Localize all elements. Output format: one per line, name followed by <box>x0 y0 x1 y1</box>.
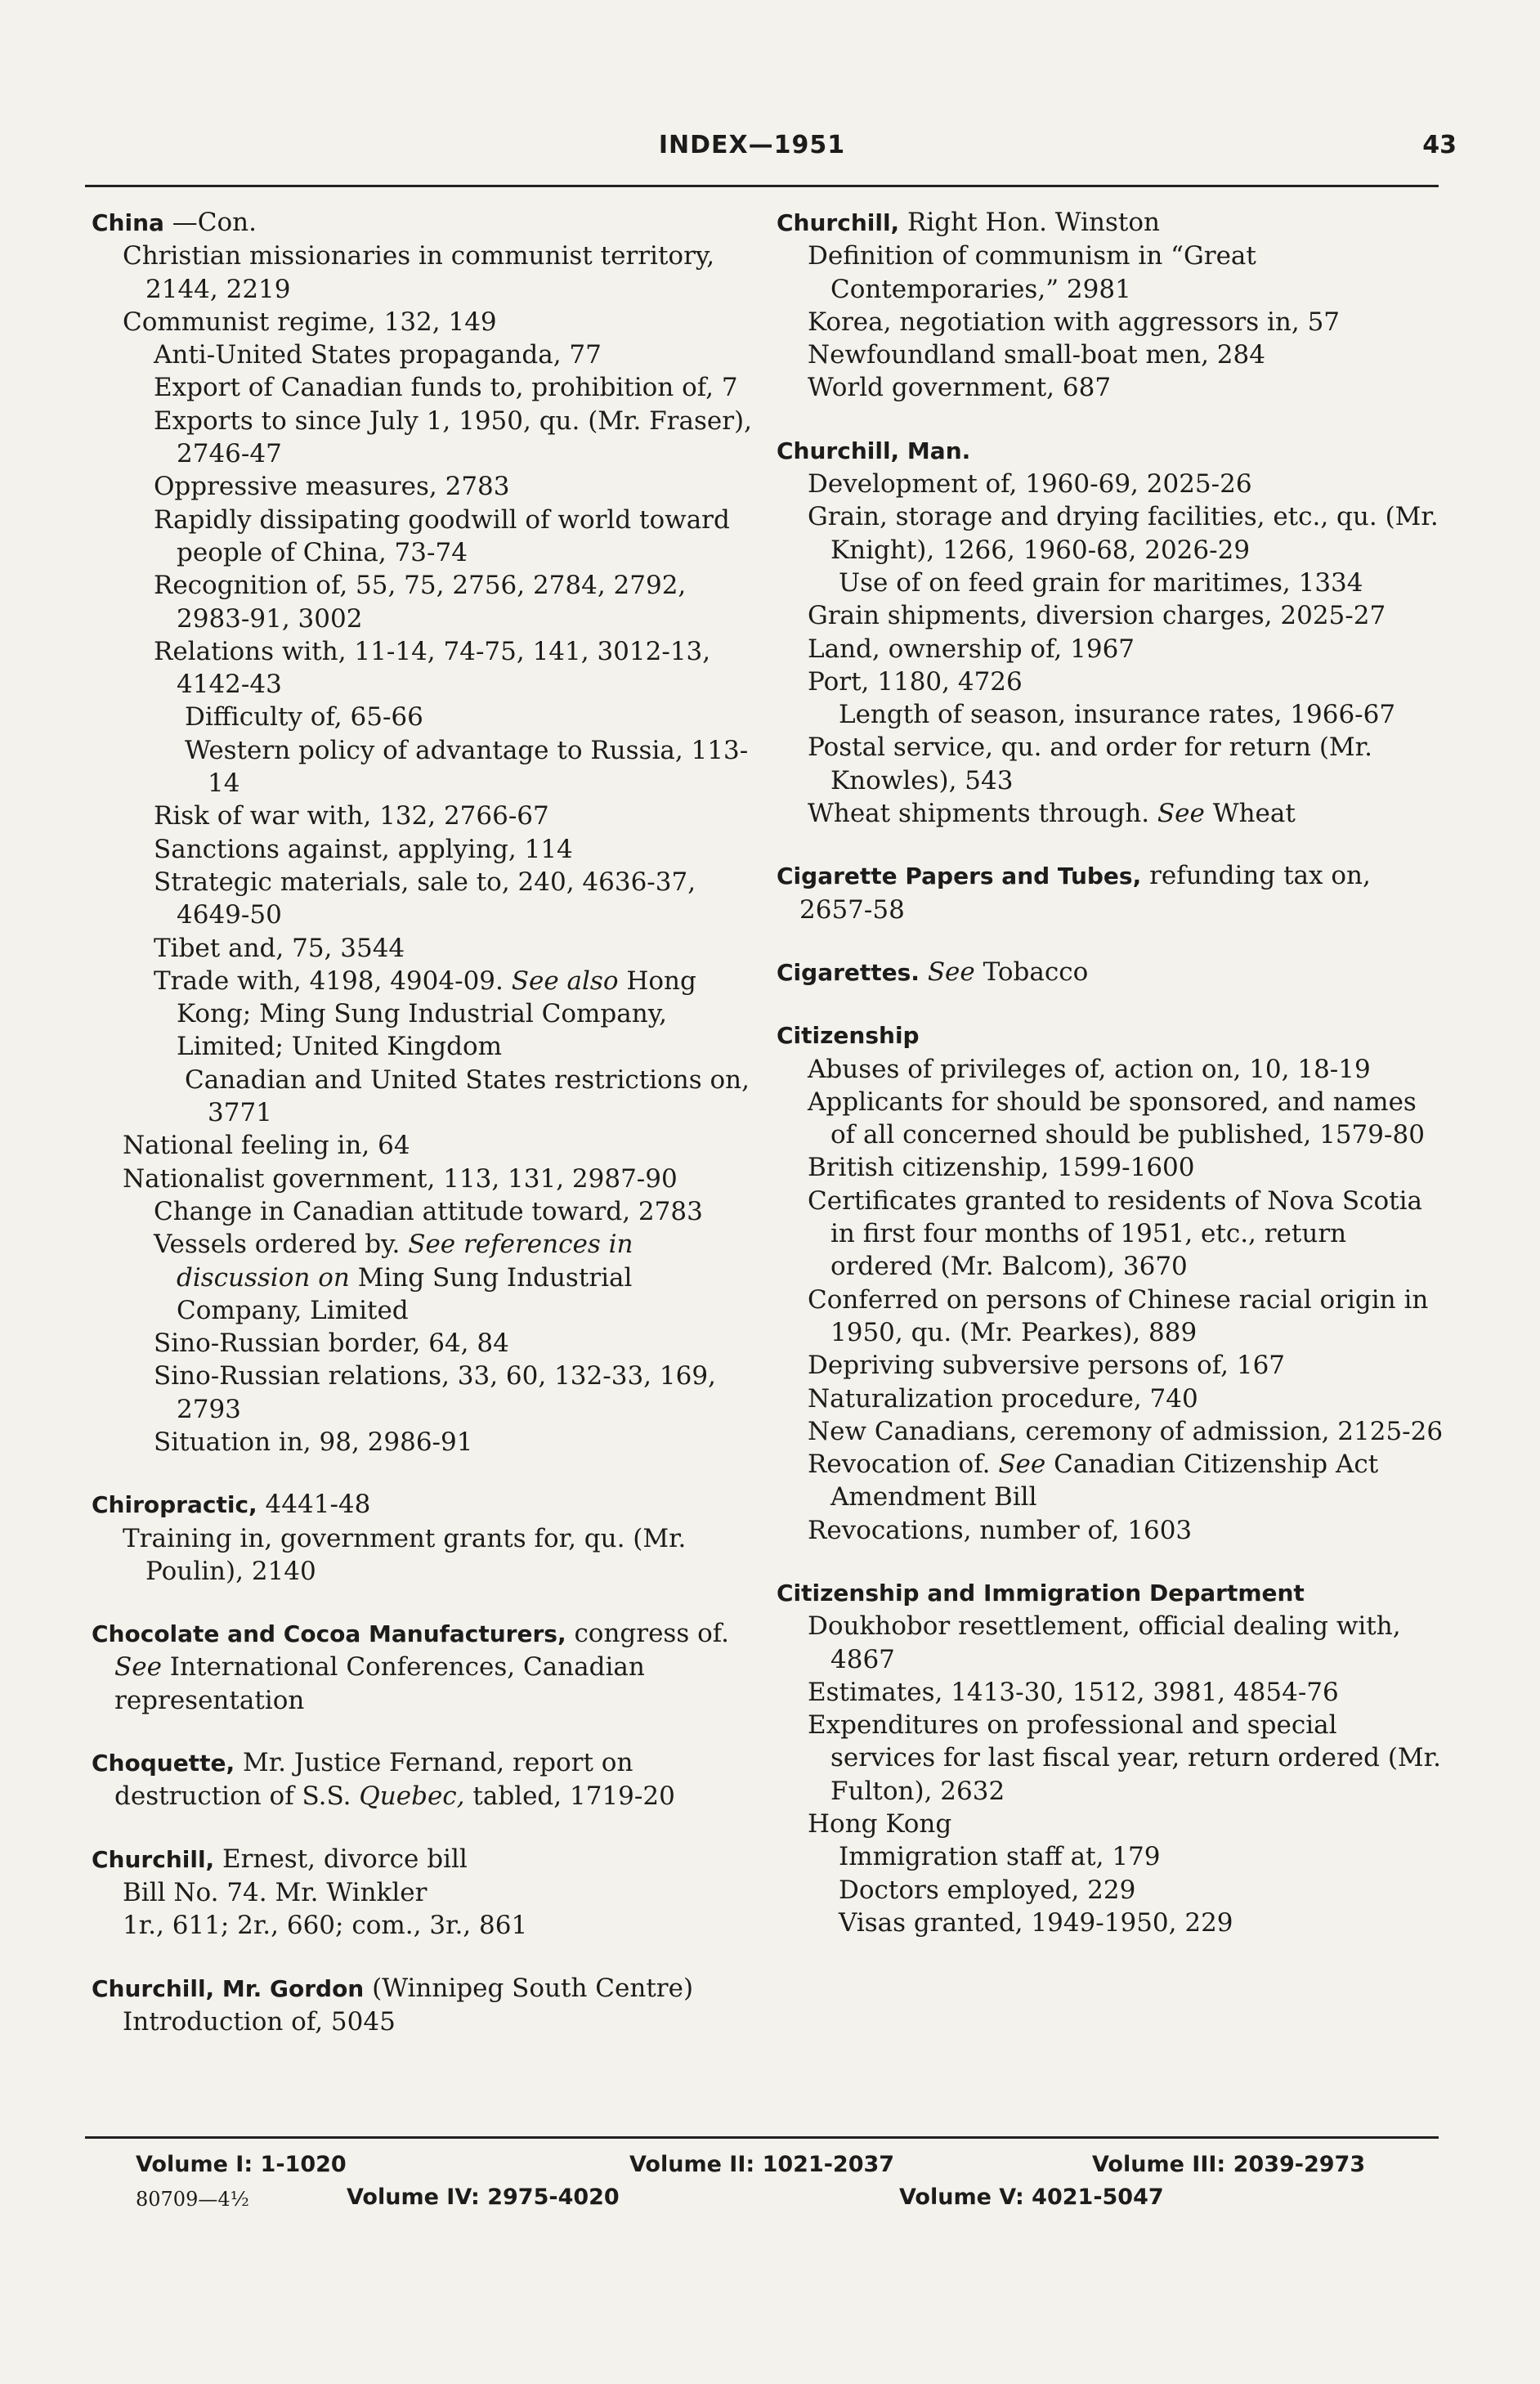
entry-text: New Canadians, ceremony of admission, 2125-26 <box>808 1416 1444 1446</box>
index-subentry <box>92 1163 762 1195</box>
entry-text: Sino-Russian relations, 33, 60, 132-33, 169, 2793 <box>154 1361 716 1424</box>
index-heading-entry <box>92 1972 762 2005</box>
index-subentry <box>777 1415 1447 1448</box>
entry-cross-reference: See <box>927 957 975 987</box>
entry-text: Difficulty of, 65-66 <box>185 702 423 733</box>
entry-text: Use of on feed grain for maritimes, 1334 <box>839 567 1363 598</box>
index-subentry <box>777 1151 1447 1184</box>
index-subentry <box>777 1808 1447 1840</box>
index-subentry <box>92 306 762 338</box>
entry-text: Doukhobor resettlement, official dealing with, 4867 <box>808 1611 1401 1674</box>
entry-text: Exports to since July 1, 1950, qu. (Mr. Fraser), 2746-47 <box>154 406 752 469</box>
entry-text: Grain shipments, diversion charges, 2025-27 <box>808 601 1386 631</box>
entry-text: Expenditures on professional and special services for last fiscal year, return ordered (Mr. Fulton), 2632 <box>808 1710 1441 1806</box>
index-subentry <box>92 635 762 701</box>
index-subentry <box>92 866 762 932</box>
entry-text: 1r., 611; 2r., 660; com., 3r., 861 <box>123 1911 528 1941</box>
index-heading-entry <box>92 1843 762 1876</box>
footer-volume-3: Volume III: 2039-2973 <box>1092 2152 1366 2177</box>
index-heading-entry <box>92 206 762 240</box>
index-subentry <box>92 965 762 1064</box>
index-subentry <box>92 405 762 471</box>
entry-text: Tibet and, 75, 3544 <box>154 933 405 963</box>
entry-text: Sino-Russian border, 64, 84 <box>154 1329 509 1359</box>
index-subentry <box>92 2005 762 2038</box>
entry-text: Western policy of advantage to Russia, 113-14 <box>185 735 749 799</box>
index-heading-entry <box>777 859 1447 926</box>
entry-text: Applicants for should be sponsored, and names of all concerned should be published, 1579-80 <box>808 1087 1425 1150</box>
entry-heading: Churchill, <box>92 1845 215 1873</box>
index-heading-entry <box>777 956 1447 989</box>
index-subentry <box>92 1909 762 1942</box>
index-heading-entry <box>92 1488 762 1521</box>
index-subentry <box>92 470 762 503</box>
index-subentry <box>92 1876 762 1909</box>
index-heading-entry <box>92 1746 762 1813</box>
entry-heading: Citizenship and Immigration Department <box>777 1579 1305 1607</box>
entry-text: Definition of communism in “Great Contemporaries,” 2981 <box>808 241 1256 304</box>
entry-text: Christian missionaries in communist territory, 2144, 2219 <box>123 241 715 304</box>
index-subentry <box>777 633 1447 665</box>
entry-text: Rapidly dissipating goodwill of world toward people of China, 73-74 <box>154 504 730 567</box>
index-subentry <box>777 306 1447 338</box>
entry-heading: Cigarette Papers and Tubes, <box>777 863 1142 890</box>
entry-heading: Chiropractic, <box>92 1491 257 1519</box>
entry-text: —Con. <box>172 208 257 237</box>
index-subentry <box>777 1086 1447 1152</box>
index-subentry <box>777 1840 1447 1873</box>
entry-reference-target: Tobacco <box>983 957 1089 987</box>
entry-text: Ernest, divorce bill <box>222 1844 468 1874</box>
entry-text: Mr. Justice Fernand, report on destruction of S.S. <box>114 1748 633 1812</box>
index-subentry <box>777 1382 1447 1415</box>
entry-text: World government, 687 <box>808 373 1112 403</box>
entry-text: Wheat shipments through. <box>808 799 1150 829</box>
entry-cross-reference: See also <box>511 966 619 996</box>
entry-text: Depriving subversive persons of, 167 <box>808 1351 1286 1381</box>
print-code: 80709—4½ <box>136 2188 249 2211</box>
index-subentry <box>92 833 762 866</box>
entry-text: Situation in, 98, 2986-91 <box>154 1427 473 1457</box>
index-subentry <box>92 1064 762 1130</box>
entry-text: Postal service, qu. and order for return (Mr. Knowles), 543 <box>808 733 1372 795</box>
entry-text: Change in Canadian attitude toward, 2783 <box>154 1196 703 1226</box>
entry-text: Length of season, insurance rates, 1966-67 <box>839 700 1396 730</box>
entry-text: Korea, negotiation with aggressors in, 57 <box>808 307 1341 337</box>
entry-cross-reference: Quebec, <box>359 1781 465 1812</box>
entry-text: Sanctions against, applying, 114 <box>154 834 573 864</box>
entry-heading: Choquette, <box>92 1750 235 1777</box>
footer-volume-2: Volume II: 1021-2037 <box>629 2152 895 2177</box>
index-heading-entry <box>92 1617 762 1717</box>
entry-cross-reference: See <box>998 1450 1046 1480</box>
index-subentry <box>92 1327 762 1360</box>
entry-text: Land, ownership of, 1967 <box>808 634 1135 664</box>
entry-reference-target: Ming Sung Industrial Company, Limited <box>177 1262 633 1325</box>
index-heading-entry <box>777 1019 1447 1052</box>
index-subentry <box>92 1522 762 1589</box>
index-subentry <box>92 240 762 306</box>
entry-text: Certificates granted to residents of Nova Scotia in first four months of 1951, etc., return ordered (Mr. Balcom), 3670 <box>808 1185 1423 1282</box>
entry-text: Doctors employed, 229 <box>839 1875 1136 1905</box>
entry-text: Abuses of privileges of, action on, 10, 18-19 <box>808 1054 1371 1084</box>
entry-text: Newfoundland small-boat men, 284 <box>808 340 1265 370</box>
entry-text: congress of. <box>574 1619 729 1649</box>
entry-text: Naturalization procedure, 740 <box>808 1383 1198 1414</box>
index-subentry <box>777 1676 1447 1709</box>
entry-heading: Chocolate and Cocoa Manufacturers, <box>92 1620 566 1648</box>
index-subentry <box>777 240 1447 306</box>
entry-text: 4441-48 <box>265 1490 371 1520</box>
entry-heading: Cigarettes. <box>777 958 920 986</box>
entry-text: Training in, government grants for, qu. (Mr. Poulin), 2140 <box>123 1523 687 1586</box>
entry-cross-reference: See references in discussion on <box>177 1230 633 1293</box>
index-subentry <box>92 1129 762 1162</box>
index-subentry <box>92 734 762 800</box>
entry-text: refunding tax on, 2657-58 <box>799 861 1371 925</box>
header-rule <box>85 185 1439 187</box>
index-subentry <box>777 1514 1447 1547</box>
entry-text: Export of Canadian funds to, prohibition of, 7 <box>154 373 738 403</box>
entry-text: Visas granted, 1949-1950, 229 <box>839 1907 1233 1938</box>
entry-text: Revocation of. <box>808 1450 991 1480</box>
index-subentry <box>777 1448 1447 1514</box>
index-subentry <box>92 338 762 371</box>
entry-text: Development of, 1960-69, 2025-26 <box>808 469 1252 500</box>
entry-text: Introduction of, 5045 <box>123 2006 396 2037</box>
index-subentry <box>92 569 762 635</box>
entry-text: Immigration staff at, 179 <box>839 1842 1161 1872</box>
footer-volume-1: Volume I: 1-1020 <box>136 2152 347 2177</box>
entry-text: Trade with, 4198, 4904-09. <box>154 966 504 996</box>
entry-reference-target: Hong Kong; Ming Sung Industrial Company, Limited; United Kingdom <box>177 966 696 1062</box>
index-subentry <box>92 1228 762 1327</box>
entry-text: Oppressive measures, 2783 <box>154 472 510 502</box>
index-heading-entry <box>777 206 1447 240</box>
footer-volume-4: Volume IV: 2975-4020 <box>347 2185 620 2210</box>
index-subentry <box>92 1360 762 1426</box>
index-heading-entry <box>777 434 1447 468</box>
index-column-left <box>92 206 762 2038</box>
entry-text: (Winnipeg South Centre) <box>372 1973 694 2003</box>
entry-text: Communist regime, 132, 149 <box>123 307 497 337</box>
entry-reference-target: Wheat <box>1212 799 1296 829</box>
entry-text: Vessels ordered by. <box>154 1230 401 1260</box>
index-subentry <box>92 1195 762 1228</box>
entry-text: Grain, storage and drying facilities, etc., qu. (Mr. Knight), 1266, 1960-68, 2026-29 <box>808 502 1439 565</box>
page-title: INDEX—1951 <box>658 131 846 159</box>
entry-text: Bill No. 74. Mr. Winkler <box>123 1877 428 1907</box>
entry-text: British citizenship, 1599-1600 <box>808 1153 1195 1183</box>
entry-text: Anti-United States propaganda, 77 <box>154 340 602 370</box>
entry-text: Risk of war with, 132, 2766-67 <box>154 801 549 831</box>
index-column-right <box>777 206 1447 1939</box>
entry-text: Estimates, 1413-30, 1512, 3981, 4854-76 <box>808 1677 1339 1707</box>
entry-text: Recognition of, 55, 75, 2756, 2784, 2792, 2983-91, 3002 <box>154 571 687 634</box>
index-subentry <box>92 932 762 965</box>
entry-text: National feeling in, 64 <box>123 1131 410 1161</box>
entry-reference-target: International Conferences, Canadian representation <box>114 1652 645 1715</box>
index-subentry <box>777 1349 1447 1382</box>
index-subentry <box>92 701 762 733</box>
index-subentry <box>777 1874 1447 1907</box>
footer-rule <box>85 2136 1439 2139</box>
index-subentry <box>777 731 1447 797</box>
footer-volume-5: Volume V: 4021-5047 <box>899 2185 1164 2210</box>
index-subentry <box>777 1053 1447 1086</box>
index-subentry <box>777 797 1447 830</box>
entry-text: Strategic materials, sale to, 240, 4636-37, 4649-50 <box>154 867 696 930</box>
index-subentry <box>92 371 762 404</box>
index-subentry <box>777 468 1447 500</box>
index-heading-entry <box>777 1576 1447 1610</box>
entry-text: Revocations, number of, 1603 <box>808 1515 1193 1545</box>
entry-heading: Churchill, Mr. Gordon <box>92 1974 365 2002</box>
index-subentry <box>777 698 1447 731</box>
index-subentry <box>777 665 1447 698</box>
entry-cross-reference: See <box>1157 799 1205 829</box>
index-subentry <box>777 567 1447 599</box>
entry-reference-target: tabled, 1719-20 <box>472 1781 675 1812</box>
index-subentry <box>777 1709 1447 1808</box>
entry-text: Conferred on persons of Chinese racial origin in 1950, qu. (Mr. Pearkes), 889 <box>808 1284 1429 1347</box>
index-subentry <box>92 504 762 570</box>
entry-text: Relations with, 11-14, 74-75, 141, 3012-13, 4142-43 <box>154 636 711 700</box>
entry-heading: Churchill, Man. <box>777 437 971 464</box>
page-number: 43 <box>1422 131 1457 159</box>
entry-text: Port, 1180, 4726 <box>808 666 1023 697</box>
entry-cross-reference: See <box>114 1652 162 1683</box>
entry-heading: Citizenship <box>777 1022 920 1050</box>
entry-heading: China <box>92 209 164 236</box>
index-subentry <box>777 371 1447 404</box>
index-subentry <box>777 338 1447 371</box>
entry-heading: Churchill, <box>777 209 900 236</box>
index-subentry <box>777 1185 1447 1284</box>
entry-reference-target: Canadian Citizenship Act Amendment Bill <box>830 1450 1379 1512</box>
entry-text: Right Hon. Winston <box>907 208 1160 237</box>
index-subentry <box>777 1284 1447 1350</box>
index-subentry <box>777 500 1447 567</box>
entry-text: Hong Kong <box>808 1809 952 1840</box>
index-subentry <box>777 1907 1447 1939</box>
entry-text: Canadian and United States restrictions on, 3771 <box>185 1064 750 1128</box>
entry-text: Nationalist government, 113, 131, 2987-90 <box>123 1163 678 1194</box>
index-subentry <box>92 1426 762 1459</box>
index-subentry <box>777 599 1447 632</box>
index-subentry <box>777 1610 1447 1676</box>
index-subentry <box>92 800 762 832</box>
